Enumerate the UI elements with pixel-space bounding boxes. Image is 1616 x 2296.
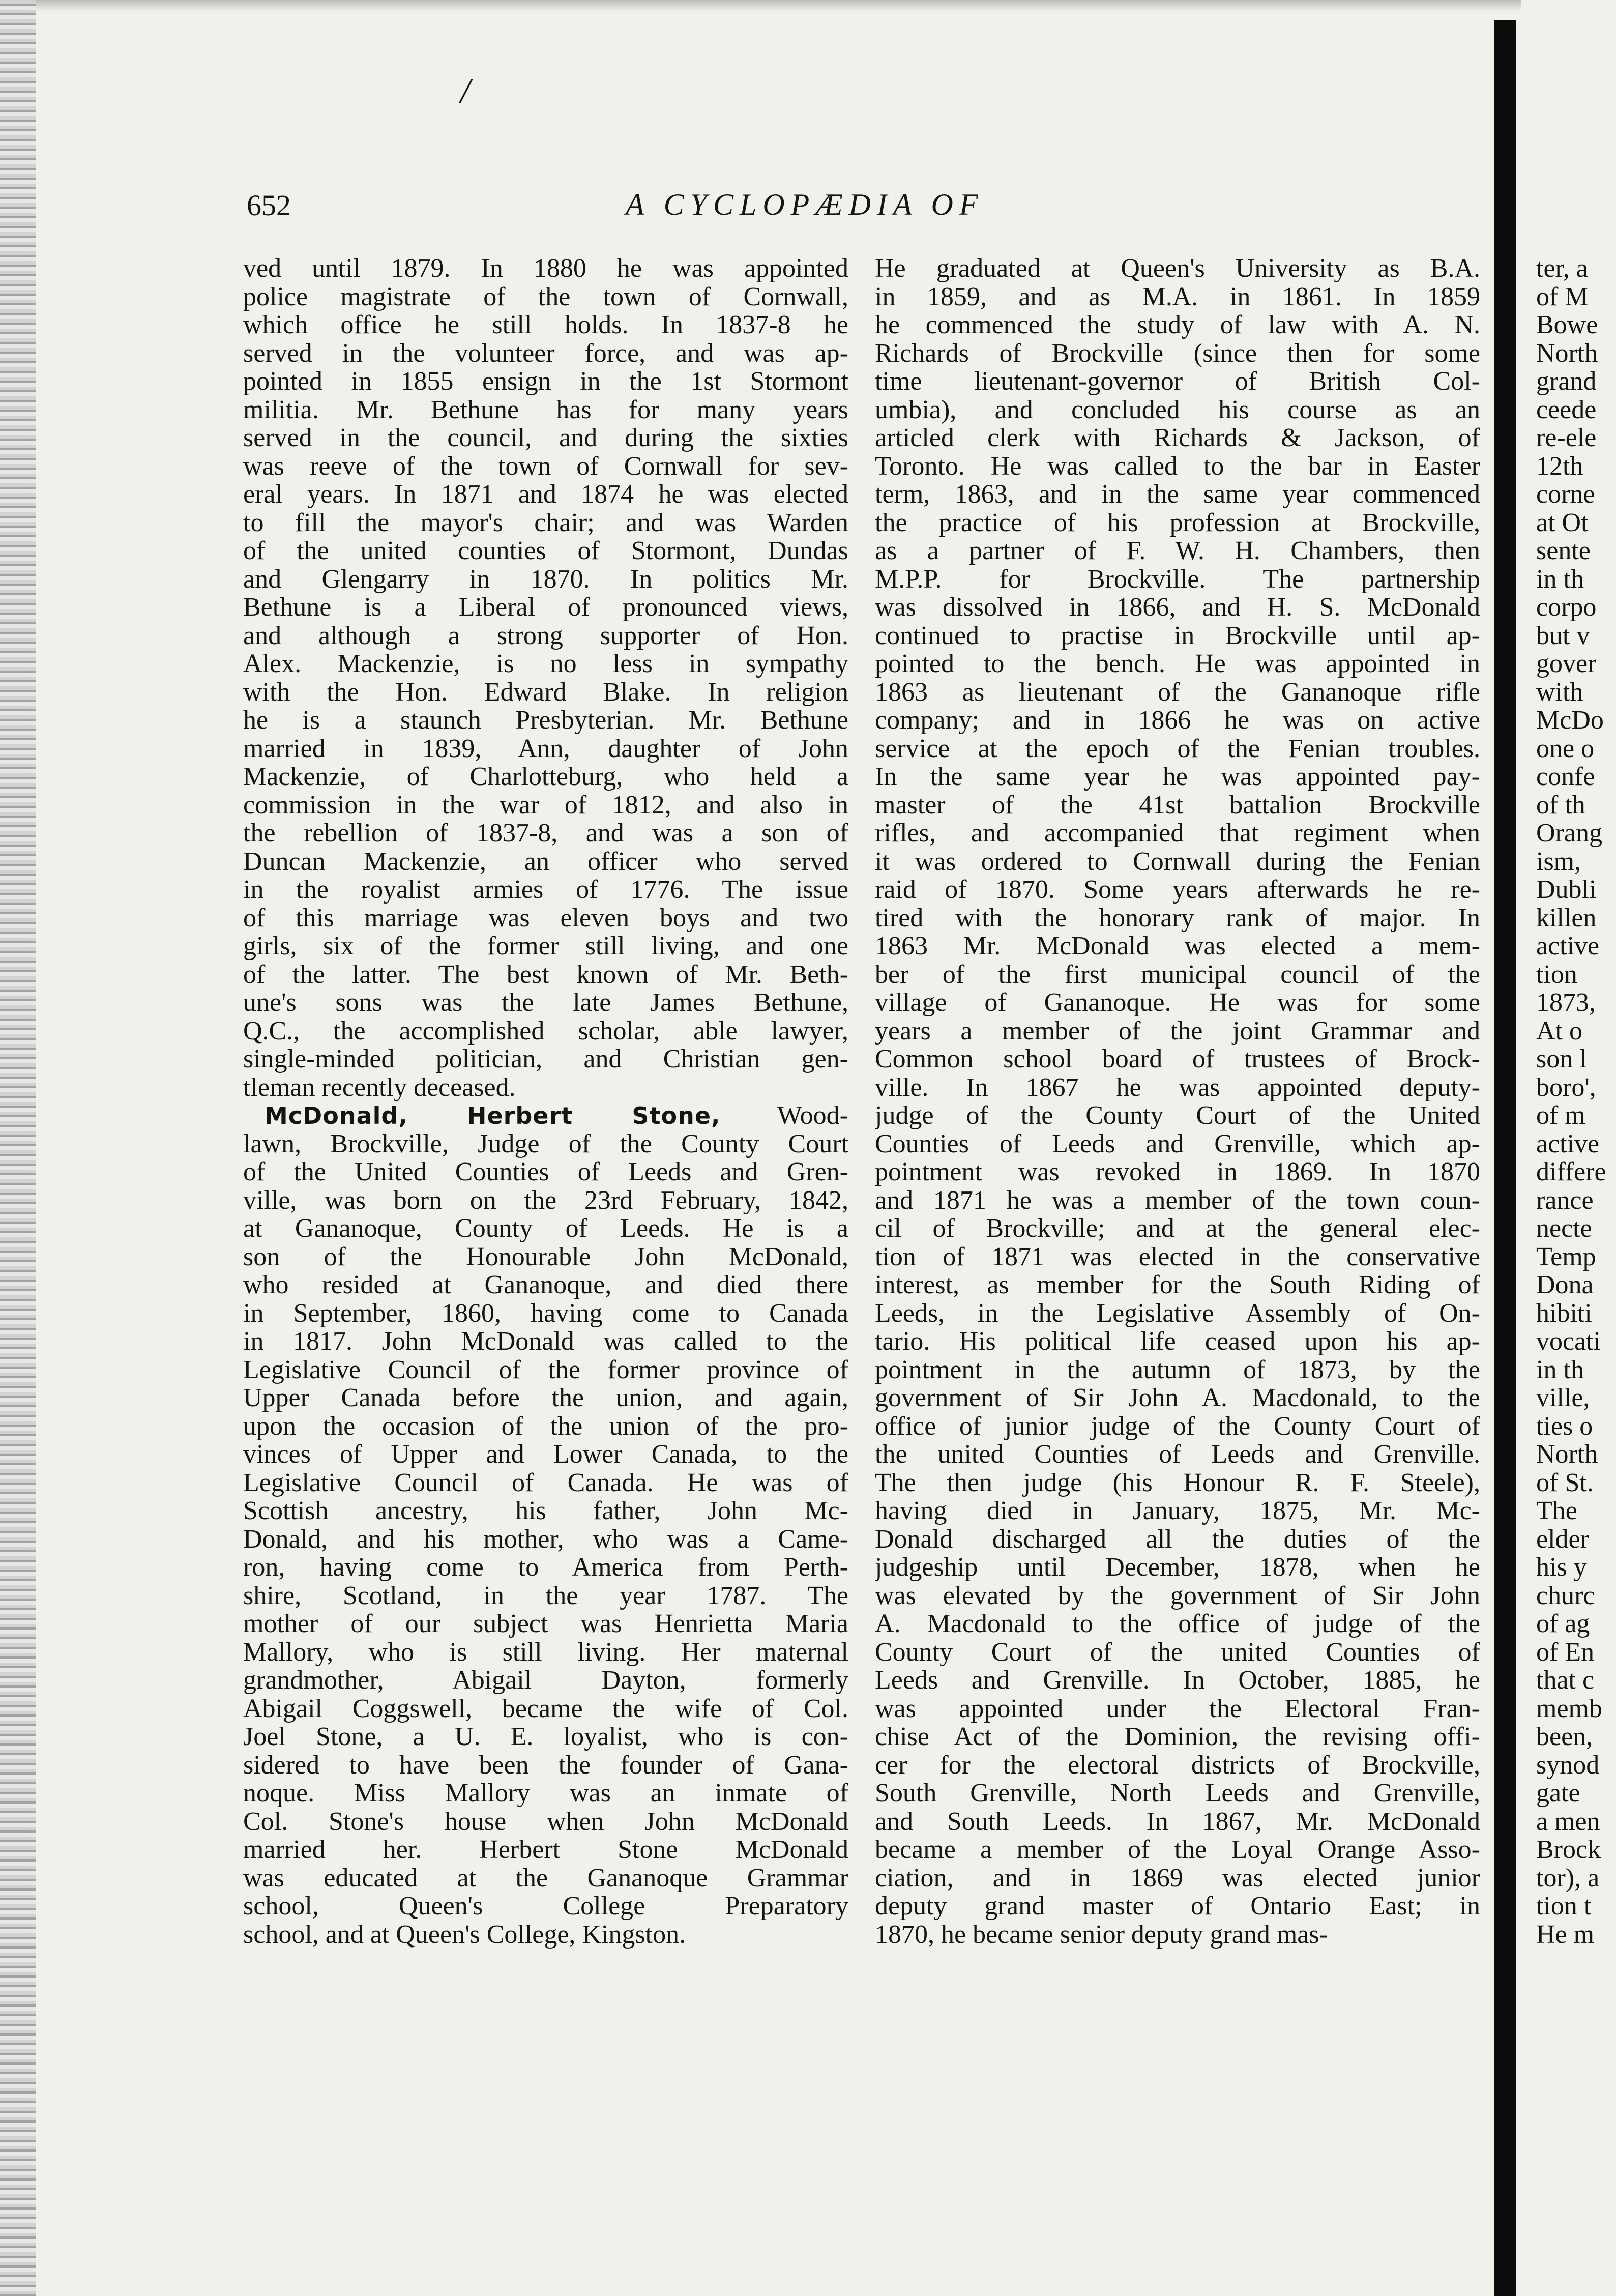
text-line: office of junior judge of the County Court of — [875, 1412, 1480, 1440]
text-fragment: of ag — [1536, 1610, 1590, 1638]
text-line: une's sons was the late James Bethune, — [243, 989, 848, 1017]
text-line: mother of our subject was Henrietta Maria — [243, 1610, 848, 1638]
text-line: having died in January, 1875, Mr. Mc- — [875, 1497, 1480, 1525]
text-line: at Gananoque, County of Leeds. He is a — [243, 1214, 848, 1243]
text-fragment: Dubli — [1536, 876, 1597, 904]
text-line: village of Gananoque. He was for some — [875, 989, 1480, 1017]
text-fragment: of M — [1536, 282, 1589, 311]
text-line: Upper Canada before the union, and again, — [243, 1384, 848, 1412]
text-fragment: tion — [1536, 960, 1577, 989]
right-column-fragment — [1536, 254, 1616, 1949]
stray-mark: / — [460, 72, 471, 111]
text-line: government of Sir John A. Macdonald, to the — [875, 1384, 1480, 1412]
text-line: was elevated by the government of Sir John — [875, 1581, 1480, 1610]
text-line: school, Queen's College Preparatory — [243, 1892, 848, 1921]
text-line: pointed to the bench. He was appointed in — [875, 650, 1480, 678]
page-number: 652 — [247, 189, 291, 222]
text-fragment: boro', — [1536, 1073, 1596, 1101]
text-line: in 1859, and as M.A. in 1861. In 1859 — [875, 282, 1480, 311]
text-fragment: of m — [1536, 1101, 1585, 1130]
text-fragment: one o — [1536, 734, 1595, 763]
text-fragment: of St. — [1536, 1468, 1594, 1497]
text-line: of this marriage was eleven boys and two — [243, 904, 848, 932]
text-fragment: ceede — [1536, 395, 1597, 424]
text-line: of the united counties of Stormont, Dundas — [243, 537, 848, 565]
text-fragment: Brock — [1536, 1836, 1601, 1864]
text-line: Alex. Mackenzie, is no less in sympathy — [243, 650, 848, 678]
text-fragment: confe — [1536, 763, 1595, 791]
entry-heading-rest: Wood- — [720, 1101, 848, 1130]
binding-gutter — [1494, 20, 1516, 2296]
text-line: judge of the County Court of the United — [875, 1101, 1480, 1130]
text-fragment: at Ot — [1536, 508, 1589, 537]
text-fragment: ties o — [1536, 1412, 1593, 1440]
text-line: pointment was revoked in 1869. In 1870 — [875, 1158, 1480, 1186]
text-fragment: At o — [1536, 1016, 1582, 1045]
text-line: served in the volunteer force, and was ap- — [243, 339, 848, 367]
text-fragment: elder — [1536, 1525, 1589, 1553]
text-line: sidered to have been the founder of Gana- — [243, 1751, 848, 1779]
text-line: he is a staunch Presbyterian. Mr. Bethune — [243, 706, 848, 735]
text-fragment: in th — [1536, 565, 1584, 593]
text-fragment: 1873, — [1536, 989, 1596, 1017]
text-line: County Court of the united Counties of — [875, 1638, 1480, 1666]
text-line: as a partner of F. W. H. Chambers, then — [875, 537, 1480, 565]
text-line: ciation, and in 1869 was elected junior — [875, 1864, 1480, 1892]
text-line: in the royalist armies of 1776. The issue — [243, 876, 848, 904]
text-line: cil of Brockville; and at the general elec- — [875, 1214, 1480, 1243]
text-fragment: that c — [1536, 1666, 1595, 1695]
text-line: He graduated at Queen's University as B.A. — [875, 254, 1480, 283]
text-fragment: synod — [1536, 1751, 1600, 1779]
text-fragment: Temp — [1536, 1242, 1596, 1271]
text-fragment: of th — [1536, 791, 1585, 819]
text-fragment: 12th — [1536, 452, 1583, 480]
text-line: grandmother, Abigail Dayton, formerly — [243, 1666, 848, 1695]
text-line: South Grenville, North Leeds and Grenville, — [875, 1779, 1480, 1808]
text-line: noque. Miss Mallory was an inmate of — [243, 1779, 848, 1808]
text-fragment: of En — [1536, 1638, 1595, 1666]
text-line: police magistrate of the town of Cornwall, — [243, 282, 848, 311]
text-line: with the Hon. Edward Blake. In religion — [243, 678, 848, 706]
text-fragment: but v — [1536, 621, 1590, 650]
text-line: service at the epoch of the Fenian troubles. — [875, 734, 1480, 763]
text-line: The then judge (his Honour R. F. Steele), — [875, 1468, 1480, 1497]
text-fragment: corpo — [1536, 593, 1597, 622]
text-fragment: rance — [1536, 1186, 1594, 1214]
text-fragment: gate — [1536, 1779, 1580, 1808]
text-line: Mackenzie, of Charlotteburg, who held a — [243, 763, 848, 791]
text-fragment: with — [1536, 678, 1583, 706]
text-line: Legislative Council of the former province of — [243, 1355, 848, 1384]
text-fragment: in th — [1536, 1355, 1584, 1384]
text-fragment: tor), a — [1536, 1864, 1600, 1892]
text-line: tleman recently deceased. — [243, 1073, 516, 1101]
text-line: pointment in the autumn of 1873, by the — [875, 1355, 1480, 1384]
text-line: umbia), and concluded his course as an — [875, 395, 1480, 424]
text-line: tario. His political life ceased upon his ap- — [875, 1327, 1480, 1356]
text-fragment: McDo — [1536, 706, 1604, 735]
text-fragment: Dona — [1536, 1271, 1594, 1299]
text-line: tion of 1871 was elected in the conservative — [875, 1242, 1480, 1271]
text-line: continued to practise in Brockville until ap- — [875, 621, 1480, 650]
entry-heading: McDonald, Herbert Stone, — [265, 1102, 721, 1129]
text-line: Mallory, who is still living. Her maternal — [243, 1638, 848, 1666]
text-line: the united Counties of Leeds and Grenville. — [875, 1440, 1480, 1469]
text-fragment: ter, a — [1536, 254, 1588, 283]
text-line: Donald discharged all the duties of the — [875, 1525, 1480, 1553]
text-line: eral years. In 1871 and 1874 he was elected — [243, 480, 848, 509]
text-fragment: He m — [1536, 1920, 1595, 1949]
text-line: the rebellion of 1837-8, and was a son of — [243, 819, 848, 848]
text-fragment: ville, — [1536, 1384, 1590, 1412]
text-fragment: Orang — [1536, 819, 1602, 848]
text-line: ber of the first municipal council of the — [875, 960, 1480, 989]
text-line: served in the council, and during the sixties — [243, 424, 848, 452]
text-line: company; and in 1866 he was on active — [875, 706, 1480, 735]
text-line: 1863 Mr. McDonald was elected a mem- — [875, 932, 1480, 961]
text-line: was dissolved in 1866, and H. S. McDonald — [875, 593, 1480, 622]
text-fragment: grand — [1536, 367, 1597, 396]
text-line: son of the Honourable John McDonald, — [243, 1242, 848, 1271]
text-line: it was ordered to Cornwall during the Fenian — [875, 847, 1480, 876]
text-line: articled clerk with Richards & Jackson, of — [875, 424, 1480, 452]
text-line: married her. Herbert Stone McDonald — [243, 1836, 848, 1864]
text-fragment: corne — [1536, 480, 1595, 509]
text-line: the practice of his profession at Brockville, — [875, 508, 1480, 537]
text-line: Abigail Coggswell, became the wife of Col. — [243, 1694, 848, 1723]
text-line: Counties of Leeds and Grenville, which ap- — [875, 1129, 1480, 1158]
text-line: ved until 1879. In 1880 he was appointed — [243, 254, 848, 283]
text-line: raid of 1870. Some years afterwards he re- — [875, 876, 1480, 904]
text-fragment: North — [1536, 1440, 1598, 1469]
entry-heading-line — [243, 1101, 848, 1130]
text-line: cer for the electoral districts of Brockville, — [875, 1751, 1480, 1779]
text-line: was educated at the Gananoque Grammar — [243, 1864, 848, 1892]
text-line: chise Act of the Dominion, the revising offi- — [875, 1723, 1480, 1751]
text-line: Donald, and his mother, who was a Came- — [243, 1525, 848, 1553]
text-line: time lieutenant-governor of British Col- — [875, 367, 1480, 396]
text-fragment: vocati — [1536, 1327, 1601, 1356]
text-line: he commenced the study of law with A. N. — [875, 311, 1480, 339]
text-fragment: Bowe — [1536, 311, 1598, 339]
text-line: lawn, Brockville, Judge of the County Court — [243, 1129, 848, 1158]
text-fragment: necte — [1536, 1214, 1592, 1243]
text-line: Q.C., the accomplished scholar, able lawyer, — [243, 1016, 848, 1045]
text-line: upon the occasion of the union of the pro- — [243, 1412, 848, 1440]
text-line: Richards of Brockville (since then for some — [875, 339, 1480, 367]
text-line: Joel Stone, a U. E. loyalist, who is con- — [243, 1723, 848, 1751]
text-line: M.P.P. for Brockville. The partnership — [875, 565, 1480, 593]
text-fragment: active — [1536, 932, 1600, 961]
text-line: interest, as member for the South Riding of — [875, 1271, 1480, 1299]
text-fragment: North — [1536, 339, 1598, 367]
left-column — [243, 254, 848, 1949]
text-line: 1863 as lieutenant of the Gananoque rifle — [875, 678, 1480, 706]
text-line: married in 1839, Ann, daughter of John — [243, 734, 848, 763]
text-fragment: been, — [1536, 1723, 1593, 1751]
text-fragment: The — [1536, 1497, 1577, 1525]
text-fragment: hibiti — [1536, 1299, 1592, 1327]
text-line: Col. Stone's house when John McDonald — [243, 1807, 848, 1836]
text-line: and 1871 he was a member of the town coun- — [875, 1186, 1480, 1214]
text-fragment: a men — [1536, 1807, 1600, 1836]
text-line: of the latter. The best known of Mr. Beth- — [243, 960, 848, 989]
text-line: who resided at Gananoque, and died there — [243, 1271, 848, 1299]
text-line: Legislative Council of Canada. He was of — [243, 1468, 848, 1497]
text-line: Toronto. He was called to the bar in Easter — [875, 452, 1480, 480]
text-fragment: his y — [1536, 1553, 1587, 1582]
text-line: rifles, and accompanied that regiment when — [875, 819, 1480, 848]
text-fragment: gover — [1536, 650, 1597, 678]
middle-column — [875, 254, 1480, 1949]
text-line: and although a strong supporter of Hon. — [243, 621, 848, 650]
text-fragment: sente — [1536, 537, 1591, 565]
text-line: Duncan Mackenzie, an officer who served — [243, 847, 848, 876]
text-line: militia. Mr. Bethune has for many years — [243, 395, 848, 424]
scan-top-shadow — [36, 0, 1521, 11]
text-line: of the United Counties of Leeds and Gren- — [243, 1158, 848, 1186]
text-line: single-minded politician, and Christian gen- — [243, 1045, 848, 1073]
text-fragment: re-ele — [1536, 424, 1597, 452]
text-fragment: active — [1536, 1129, 1600, 1158]
text-line: Leeds, in the Legislative Assembly of On- — [875, 1299, 1480, 1327]
running-title: A CYCLOPÆDIA OF — [626, 188, 984, 221]
text-line: school, and at Queen's College, Kingston. — [243, 1920, 686, 1949]
text-line: 1870, he became senior deputy grand mas- — [875, 1920, 1328, 1949]
text-line: master of the 41st battalion Brockville — [875, 791, 1480, 819]
text-line: to fill the mayor's chair; and was Warden — [243, 508, 848, 537]
scan-edge — [0, 0, 36, 2296]
text-fragment: differe — [1536, 1158, 1606, 1186]
text-fragment: ism, — [1536, 847, 1581, 876]
text-line: Common school board of trustees of Brock- — [875, 1045, 1480, 1073]
text-line: tired with the honorary rank of major. In — [875, 904, 1480, 932]
text-line: deputy grand master of Ontario East; in — [875, 1892, 1480, 1921]
text-line: in September, 1860, having come to Canada — [243, 1299, 848, 1327]
text-line: years a member of the joint Grammar and — [875, 1016, 1480, 1045]
text-line: girls, six of the former still living, and one — [243, 932, 848, 961]
text-fragment: son l — [1536, 1045, 1587, 1073]
text-line: commission in the war of 1812, and also in — [243, 791, 848, 819]
text-line: ville. In 1867 he was appointed deputy- — [875, 1073, 1480, 1101]
text-line: In the same year he was appointed pay- — [875, 763, 1480, 791]
text-line: was reeve of the town of Cornwall for sev- — [243, 452, 848, 480]
text-line: Scottish ancestry, his father, John Mc- — [243, 1497, 848, 1525]
text-fragment: memb — [1536, 1694, 1602, 1723]
text-line: Bethune is a Liberal of pronounced views, — [243, 593, 848, 622]
text-line: ron, having come to America from Perth- — [243, 1553, 848, 1582]
text-line: and Glengarry in 1870. In politics Mr. — [243, 565, 848, 593]
text-line: was appointed under the Electoral Fran- — [875, 1694, 1480, 1723]
text-fragment: churc — [1536, 1581, 1595, 1610]
text-line: and South Leeds. In 1867, Mr. McDonald — [875, 1807, 1480, 1836]
text-fragment: killen — [1536, 904, 1597, 932]
text-line: A. Macdonald to the office of judge of the — [875, 1610, 1480, 1638]
text-line: Leeds and Grenville. In October, 1885, he — [875, 1666, 1480, 1695]
text-line: pointed in 1855 ensign in the 1st Stormont — [243, 367, 848, 396]
text-line: shire, Scotland, in the year 1787. The — [243, 1581, 848, 1610]
text-fragment: tion t — [1536, 1892, 1592, 1921]
text-line: which office he still holds. In 1837-8 he — [243, 311, 848, 339]
text-line: vinces of Upper and Lower Canada, to the — [243, 1440, 848, 1469]
text-line: judgeship until December, 1878, when he — [875, 1553, 1480, 1582]
text-line: became a member of the Loyal Orange Asso- — [875, 1836, 1480, 1864]
text-line: term, 1863, and in the same year commenced — [875, 480, 1480, 509]
text-line: in 1817. John McDonald was called to the — [243, 1327, 848, 1356]
text-line: ville, was born on the 23rd February, 1842, — [243, 1186, 848, 1214]
